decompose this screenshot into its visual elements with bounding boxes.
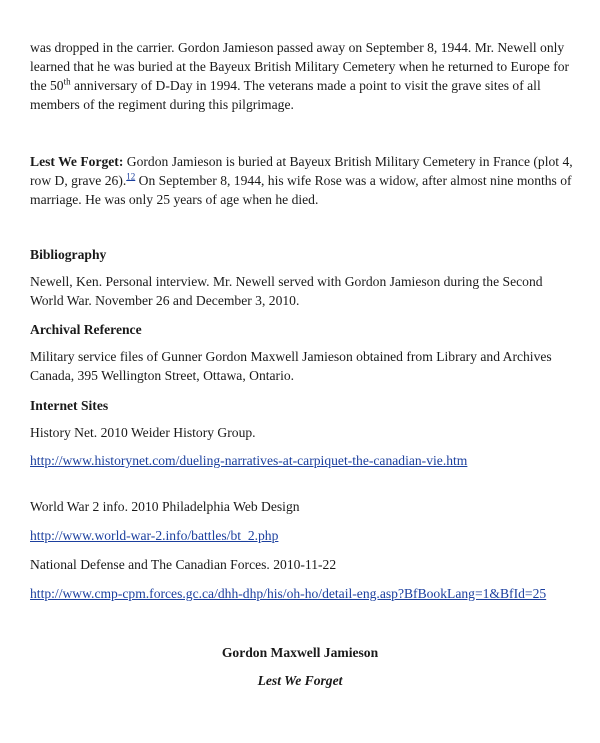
closing-motto: Lest We Forget [257,673,343,688]
site-source: National Defense and The Canadian Forces. 2010-11-22 [30,557,337,572]
paragraph-lest-we-forget [30,152,575,209]
site-link[interactable]: http://www.historynet.com/dueling-narratives-at-carpiquet-the-canadian-vie.htm [30,453,468,468]
paragraph-text: On September 8, 1944, his wife Rose was a widow, after almost nine months of marriage. He was only 25 years of age when he died. [30,173,572,207]
archival-reference-heading: Archival Reference [30,322,142,337]
bibliography-entry: Newell, Ken. Personal interview. Mr. Newell served with Gordon Jamieson during the Second World War. November 26 and December 3, 2010. [30,274,543,308]
closing-name: Gordon Maxwell Jamieson [221,645,379,660]
site-source: History Net. 2010 Weider History Group. [30,425,256,440]
internet-sites-heading: Internet Sites [30,398,109,413]
site-link[interactable]: http://www.cmp-cpm.forces.gc.ca/dhh-dhp/his/oh-ho/detail-eng.asp?BfBookLang=1&BfId=25 [30,586,547,601]
paragraph-text: Gordon Jamieson is buried at Bayeux British Military Cemetery in France (plot 4, row D, grave 26). [30,154,573,188]
paragraph-text: anniversary of D-Day in 1994. The veterans made a point to visit the grave sites of all members of the regiment during this pilgrimage. [30,78,541,112]
paragraph-text: was dropped in the carrier. Gordon Jamieson passed away on September 8, 1944. Mr. Newell only learned that he was buried at the Bayeux British Military Cemetery when he returned to Europe for the 50 [30,40,570,93]
paragraph-carrier [30,38,575,114]
site-source: World War 2 info. 2010 Philadelphia Web Design [30,499,300,514]
paragraph-label: Lest We Forget: [30,154,124,169]
bibliography-heading: Bibliography [30,247,107,262]
archival-reference-entry: Military service files of Gunner Gordon Maxwell Jamieson obtained from Library and Archives Canada, 395 Wellington Street, Ottawa, Ontario. [30,349,552,383]
ordinal-suffix: th [63,76,71,87]
footnote-link[interactable]: 12 [126,171,136,182]
site-link[interactable]: http://www.world-war-2.info/battles/bt_2.php [30,528,279,543]
